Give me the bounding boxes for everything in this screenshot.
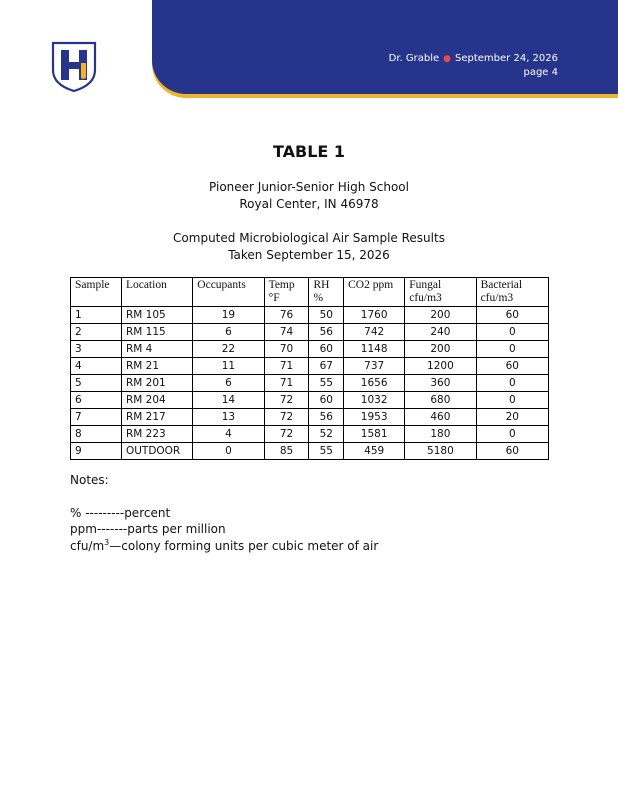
table-cell: 0 (476, 324, 548, 341)
column-header-label: Fungal (409, 279, 442, 291)
table-cell: RM 223 (121, 426, 192, 443)
table-cell: 0 (476, 392, 548, 409)
table-cell: 52 (309, 426, 344, 443)
table-cell: 1953 (344, 409, 405, 426)
column-header (121, 278, 192, 307)
column-header (476, 278, 548, 307)
table-cell: 6 (193, 375, 264, 392)
school-location: Royal Center, IN 46978 (239, 197, 379, 211)
document-title: TABLE 1 (272, 142, 346, 161)
report-date: Taken September 15, 2026 (228, 248, 390, 262)
table-cell: RM 105 (121, 307, 192, 324)
table-cell: 8 (71, 426, 122, 443)
table-cell: 4 (71, 358, 122, 375)
results-table (70, 277, 549, 460)
table-cell: 70 (264, 341, 309, 358)
table-cell: 9 (71, 443, 122, 460)
header-meta (389, 52, 558, 80)
table-row (71, 307, 549, 324)
bullet-dot-icon: ● (443, 54, 452, 64)
author-name: Dr. Grable (388, 53, 440, 64)
table-cell: 72 (264, 409, 309, 426)
table-cell: 60 (476, 307, 548, 324)
table-cell: 6 (193, 324, 264, 341)
table-cell: 1032 (344, 392, 405, 409)
note-cfu-superscript: 3 (104, 538, 110, 547)
table-cell: 1581 (344, 426, 405, 443)
table-cell: 459 (344, 443, 405, 460)
table-cell: 72 (264, 392, 309, 409)
note-cfu-suffix: —colony forming units per cubic meter of air (109, 539, 379, 553)
column-header-label: Location (125, 279, 167, 291)
table-cell: RM 4 (121, 341, 192, 358)
table-cell: 1200 (405, 358, 476, 375)
table-cell: 200 (405, 307, 476, 324)
table-cell: 7 (71, 409, 122, 426)
page-number: page 4 (523, 67, 558, 78)
table-cell: 60 (309, 341, 344, 358)
table-cell: 680 (405, 392, 476, 409)
report-title: Computed Microbiological Air Sample Results (173, 231, 445, 245)
column-header-unit: cfu/m3 (480, 292, 514, 304)
note-item: % ---------percent (70, 506, 171, 520)
table-cell: RM 21 (121, 358, 192, 375)
table-cell: 85 (264, 443, 309, 460)
note-item (70, 538, 378, 553)
table-cell: 71 (264, 375, 309, 392)
column-header-unit: cfu/m3 (409, 292, 442, 304)
table-cell: 50 (309, 307, 344, 324)
table-cell: 60 (476, 358, 548, 375)
table-cell: 67 (309, 358, 344, 375)
table-cell: 1760 (344, 307, 405, 324)
notes-title: Notes: (70, 473, 109, 487)
table-cell: 1656 (344, 375, 405, 392)
column-header-label: Sample (75, 279, 110, 291)
table-cell: 60 (309, 392, 344, 409)
column-header-label: RH (313, 279, 330, 291)
table-cell: 742 (344, 324, 405, 341)
table-cell: 200 (405, 341, 476, 358)
table-cell: 72 (264, 426, 309, 443)
column-header (71, 278, 122, 307)
table-cell: 240 (405, 324, 476, 341)
table-cell: 0 (193, 443, 264, 460)
table-cell: 4 (193, 426, 264, 443)
table-row (71, 341, 549, 358)
table-cell: 55 (309, 443, 344, 460)
column-header (309, 278, 344, 307)
table-cell: RM 217 (121, 409, 192, 426)
table-cell: RM 204 (121, 392, 192, 409)
table-row (71, 409, 549, 426)
table-cell: OUTDOOR (121, 443, 192, 460)
table-body (71, 307, 549, 460)
table-cell: 6 (71, 392, 122, 409)
table-cell: RM 115 (121, 324, 192, 341)
table-row (71, 324, 549, 341)
table-cell: 22 (193, 341, 264, 358)
table-cell: 3 (71, 341, 122, 358)
column-header (344, 278, 405, 307)
table-cell: 460 (405, 409, 476, 426)
table-cell: 14 (193, 392, 264, 409)
table-cell: 5180 (405, 443, 476, 460)
column-header-unit: °F (268, 292, 280, 304)
table-row (71, 358, 549, 375)
table-cell: 55 (309, 375, 344, 392)
column-header-label: CO2 ppm (348, 279, 394, 291)
column-header (264, 278, 309, 307)
column-header-unit: % (313, 292, 324, 304)
table-cell: 19 (193, 307, 264, 324)
table-cell: 737 (344, 358, 405, 375)
table-cell: 2 (71, 324, 122, 341)
table-cell: 180 (405, 426, 476, 443)
table-cell: 13 (193, 409, 264, 426)
table-cell: 60 (476, 443, 548, 460)
table-cell: 360 (405, 375, 476, 392)
column-header (193, 278, 264, 307)
table-cell: 11 (193, 358, 264, 375)
table-row (71, 443, 549, 460)
table-row (71, 375, 549, 392)
table-cell: 74 (264, 324, 309, 341)
table-cell: 56 (309, 409, 344, 426)
table-cell: 5 (71, 375, 122, 392)
table-row (71, 392, 549, 409)
header-date: September 24, 2026 (455, 53, 558, 64)
table-cell: 0 (476, 426, 548, 443)
column-header-label: Occupants (197, 279, 246, 291)
table-cell: 0 (476, 341, 548, 358)
table-cell: 0 (476, 375, 548, 392)
table-cell: 20 (476, 409, 548, 426)
table-cell: 76 (264, 307, 309, 324)
table-row (71, 426, 549, 443)
note-item: ppm-------parts per million (70, 522, 226, 536)
column-header-label: Temp (268, 279, 295, 291)
table-header-row (71, 278, 549, 307)
school-shield-logo (50, 40, 98, 92)
school-name: Pioneer Junior-Senior High School (209, 180, 409, 194)
table-cell: 1 (71, 307, 122, 324)
table-cell: 56 (309, 324, 344, 341)
table-cell: RM 201 (121, 375, 192, 392)
column-header (405, 278, 476, 307)
note-cfu-prefix: cfu/m (70, 539, 105, 553)
table-cell: 71 (264, 358, 309, 375)
column-header-label: Bacterial (480, 279, 523, 291)
table-cell: 1148 (344, 341, 405, 358)
